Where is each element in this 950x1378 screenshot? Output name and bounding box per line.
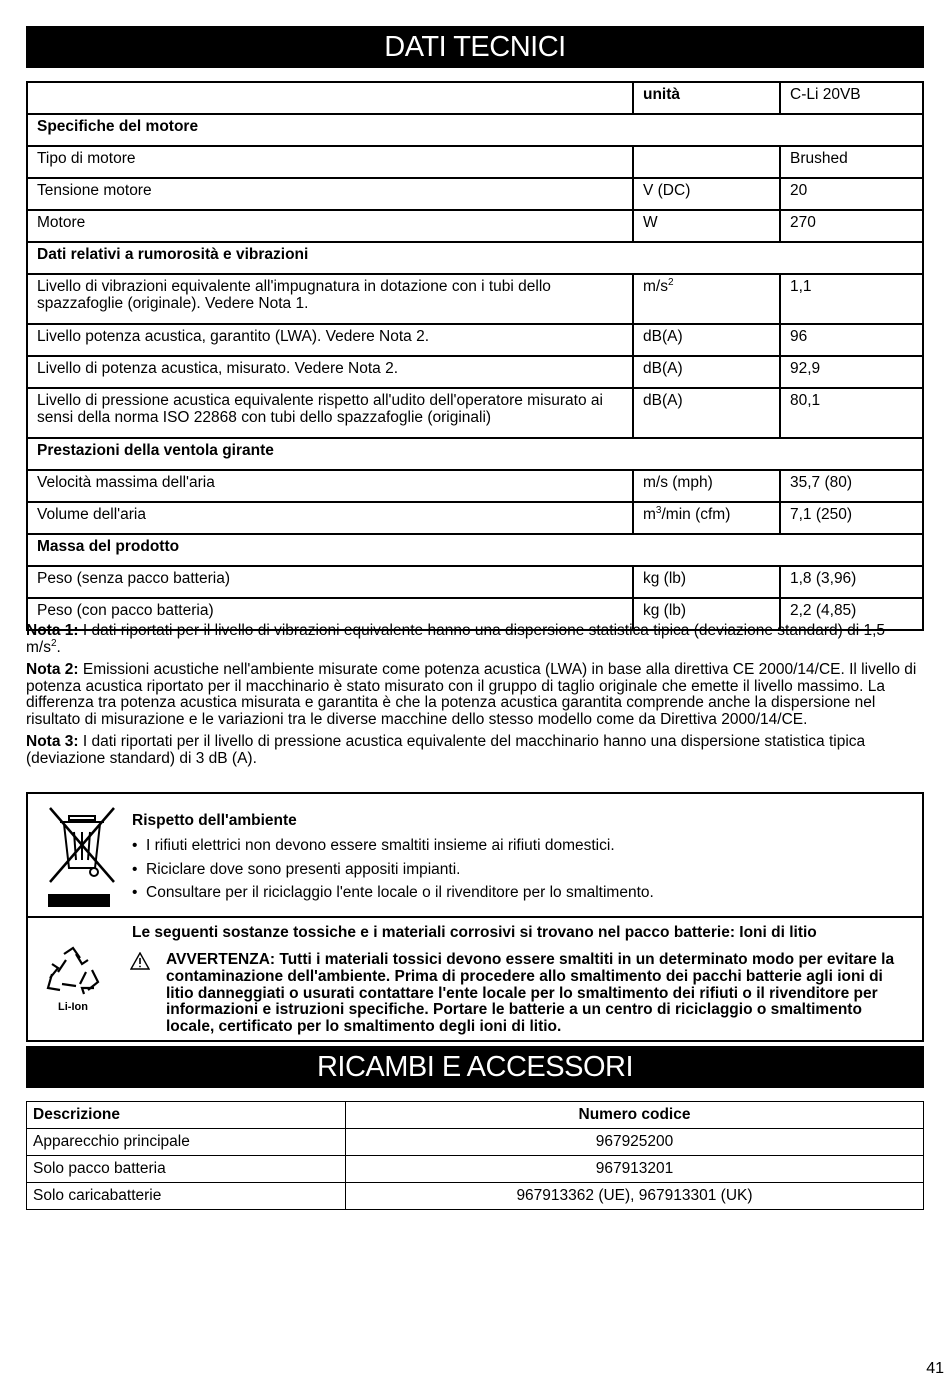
part-code: 967925200	[346, 1129, 924, 1156]
part-code: 967913362 (UE), 967913301 (UK)	[346, 1183, 924, 1210]
section-title-technical-data: DATI TECNICI	[26, 26, 924, 68]
spec-value: 92,9	[780, 356, 923, 388]
note-2-text: Emissioni acustiche nell'ambiente misurate come potenza acustica (LWA) in base alla direttiva CE 2000/14/CE. Il livello di potenza acustica riportato per il macchinario è stato misurato con il gruppo di taglio originale che emette il livello massimo. La differenza tra potenza acustica misurata e garantita è che la potenza acustica garantita comprende anche la dispersione nel risultato di misurazione e le variazioni tra le diverse macchine dello stesso modello come da Direttiva 2000/14/CE.	[26, 661, 917, 728]
section-row	[27, 534, 923, 566]
table-row	[27, 388, 923, 438]
table-row	[27, 1183, 924, 1210]
recycle-li-ion-icon	[42, 944, 104, 1016]
table-row	[27, 146, 923, 178]
spec-label: Livello di vibrazioni equivalente all'impugnatura in dotazione con i tubi dello spazzafoglie (originale). Vedere Nota 1.	[27, 274, 633, 324]
note-1	[26, 623, 924, 656]
table-row	[27, 1129, 924, 1156]
section-label: Massa del prodotto	[27, 534, 923, 566]
note-2	[26, 662, 924, 728]
table-header-row	[27, 1102, 924, 1129]
notes	[26, 623, 924, 773]
environment-title: Rispetto dell'ambiente	[132, 812, 297, 829]
note-3	[26, 734, 924, 767]
note-2-label: Nota 2:	[26, 661, 79, 678]
spec-unit	[633, 566, 780, 598]
table-row	[27, 324, 923, 356]
table-row	[27, 566, 923, 598]
spec-unit	[633, 388, 780, 438]
code-header: Numero codice	[346, 1102, 924, 1129]
unit-text: m/s (mph)	[643, 474, 713, 491]
spec-value: 20	[780, 178, 923, 210]
section-title-spare-parts: RICAMBI E ACCESSORI	[26, 1046, 924, 1088]
part-description: Solo caricabatterie	[27, 1183, 346, 1210]
unit-superscript: 3	[655, 504, 662, 516]
page-number: 41	[926, 1360, 944, 1377]
spec-value: 80,1	[780, 388, 923, 438]
spec-label: Motore	[27, 210, 633, 242]
spec-label: Livello di potenza acustica, misurato. Vedere Nota 2.	[27, 356, 633, 388]
section-row	[27, 242, 923, 274]
table-row	[27, 178, 923, 210]
technical-specs-table	[26, 81, 924, 631]
unit-text: V (DC)	[643, 182, 691, 199]
table-row	[27, 502, 923, 534]
spec-value: 270	[780, 210, 923, 242]
note-1-end: .	[56, 638, 61, 656]
spec-unit	[633, 356, 780, 388]
section-label: Specifiche del motore	[27, 114, 923, 146]
spec-value: 7,1 (250)	[780, 502, 923, 534]
warning-text: AVVERTENZA: Tutti i materiali tossici devono essere smaltiti in un determinato modo per evitare la contaminazione dell'ambiente. Prima di procedere allo smaltimento dei pacchi batterie agli ioni di litio danneggiati o usurati contattare l'ente locale per lo smaltimento dei rifiuti o il rivenditore per informazioni e istruzioni specifiche. Portare le batterie a un centro di riciclaggio o smaltimento locale, certificato per lo smaltimento degli ioni di litio.	[166, 951, 895, 1036]
table-row	[27, 274, 923, 324]
model-header: C-Li 20VB	[780, 82, 923, 114]
recycle-label: Li-Ion	[58, 1001, 88, 1013]
unit-superscript: 2	[667, 276, 674, 288]
note-1-text: I dati riportati per il livello di vibrazioni equivalente hanno una dispersione statistica tipica (deviazione standard) di 1,5 m/s	[26, 622, 886, 656]
spec-unit	[633, 502, 780, 534]
part-description: Apparecchio principale	[27, 1129, 346, 1156]
table-header-row	[27, 82, 923, 114]
unit-text: kg (lb)	[643, 570, 687, 587]
environment-list	[132, 834, 654, 905]
environment-box	[26, 792, 924, 1042]
spec-unit	[633, 274, 780, 324]
spec-unit	[633, 324, 780, 356]
list-item-text: I rifiuti elettrici non devono essere smaltiti insieme ai rifiuti domestici.	[146, 837, 615, 854]
spec-label: Peso (senza pacco batteria)	[27, 566, 633, 598]
table-row	[27, 210, 923, 242]
crossed-out-wheelie-bin-icon	[42, 802, 122, 910]
table-row	[27, 356, 923, 388]
unit-text: m	[643, 506, 656, 523]
section-label: Prestazioni della ventola girante	[27, 438, 923, 470]
list-item-text: Riciclare dove sono presenti appositi impianti.	[146, 860, 461, 878]
unit-text: kg (lb)	[643, 602, 687, 619]
unit-text: dB(A)	[643, 328, 683, 345]
spec-label: Volume dell'aria	[27, 502, 633, 534]
note-3-text: I dati riportati per il livello di pressione acustica equivalente del macchinario hanno una dispersione statistica tipica (deviazione standard) di 3 dB (A).	[26, 733, 866, 767]
spec-label: Tipo di motore	[27, 146, 633, 178]
table-row	[27, 470, 923, 502]
spec-value: 1,1	[780, 274, 923, 324]
note-3-label: Nota 3:	[26, 733, 79, 750]
spec-label: Tensione motore	[27, 178, 633, 210]
spec-label: Velocità massima dell'aria	[27, 470, 633, 502]
list-item: • I rifiuti elettrici non devono essere smaltiti insieme ai rifiuti domestici.	[132, 837, 615, 854]
unit-header: unità	[633, 82, 780, 114]
description-header: Descrizione	[27, 1102, 346, 1129]
spec-value: 1,8 (3,96)	[780, 566, 923, 598]
spec-unit	[633, 470, 780, 502]
unit-suffix: /min (cfm)	[661, 506, 731, 523]
note-1-label: Nota 1:	[26, 622, 79, 639]
spec-value: 35,7 (80)	[780, 470, 923, 502]
spec-unit	[633, 178, 780, 210]
table-cell	[27, 82, 633, 114]
unit-text: m/s	[643, 278, 668, 295]
spec-unit	[633, 210, 780, 242]
warning-triangle-icon	[130, 952, 150, 970]
divider	[28, 916, 922, 918]
note-1-superscript: 2	[50, 637, 57, 649]
part-code: 967913201	[346, 1156, 924, 1183]
part-description: Solo pacco batteria	[27, 1156, 346, 1183]
spare-parts-table	[26, 1101, 924, 1210]
unit-text: dB(A)	[643, 392, 683, 409]
section-row	[27, 438, 923, 470]
toxic-substances-title: Le seguenti sostanze tossiche e i materiali corrosivi si trovano nel pacco batterie: Ioni di litio	[132, 924, 817, 941]
unit-text: W	[643, 214, 658, 231]
list-item: • Consultare per il riciclaggio l'ente locale o il rivenditore per lo smaltimento.	[132, 884, 654, 901]
spec-unit	[633, 146, 780, 178]
table-row	[27, 1156, 924, 1183]
unit-text: dB(A)	[643, 360, 683, 377]
section-row	[27, 114, 923, 146]
spec-value: Brushed	[780, 146, 923, 178]
spec-label: Peso (con pacco batteria)	[27, 598, 633, 630]
spec-value: 96	[780, 324, 923, 356]
spec-value: 2,2 (4,85)	[780, 598, 923, 630]
section-label: Dati relativi a rumorosità e vibrazioni	[27, 242, 923, 274]
spec-label: Livello potenza acustica, garantito (LWA). Vedere Nota 2.	[27, 324, 633, 356]
list-item: • Riciclare dove sono presenti appositi impianti.	[132, 860, 461, 878]
spec-label: Livello di pressione acustica equivalente rispetto all'udito dell'operatore misurato ai sensi della norma ISO 22868 con tubi dello spazzafoglie (originali)	[27, 388, 633, 438]
list-item-text: Consultare per il riciclaggio l'ente locale o il rivenditore per lo smaltimento.	[146, 884, 654, 901]
